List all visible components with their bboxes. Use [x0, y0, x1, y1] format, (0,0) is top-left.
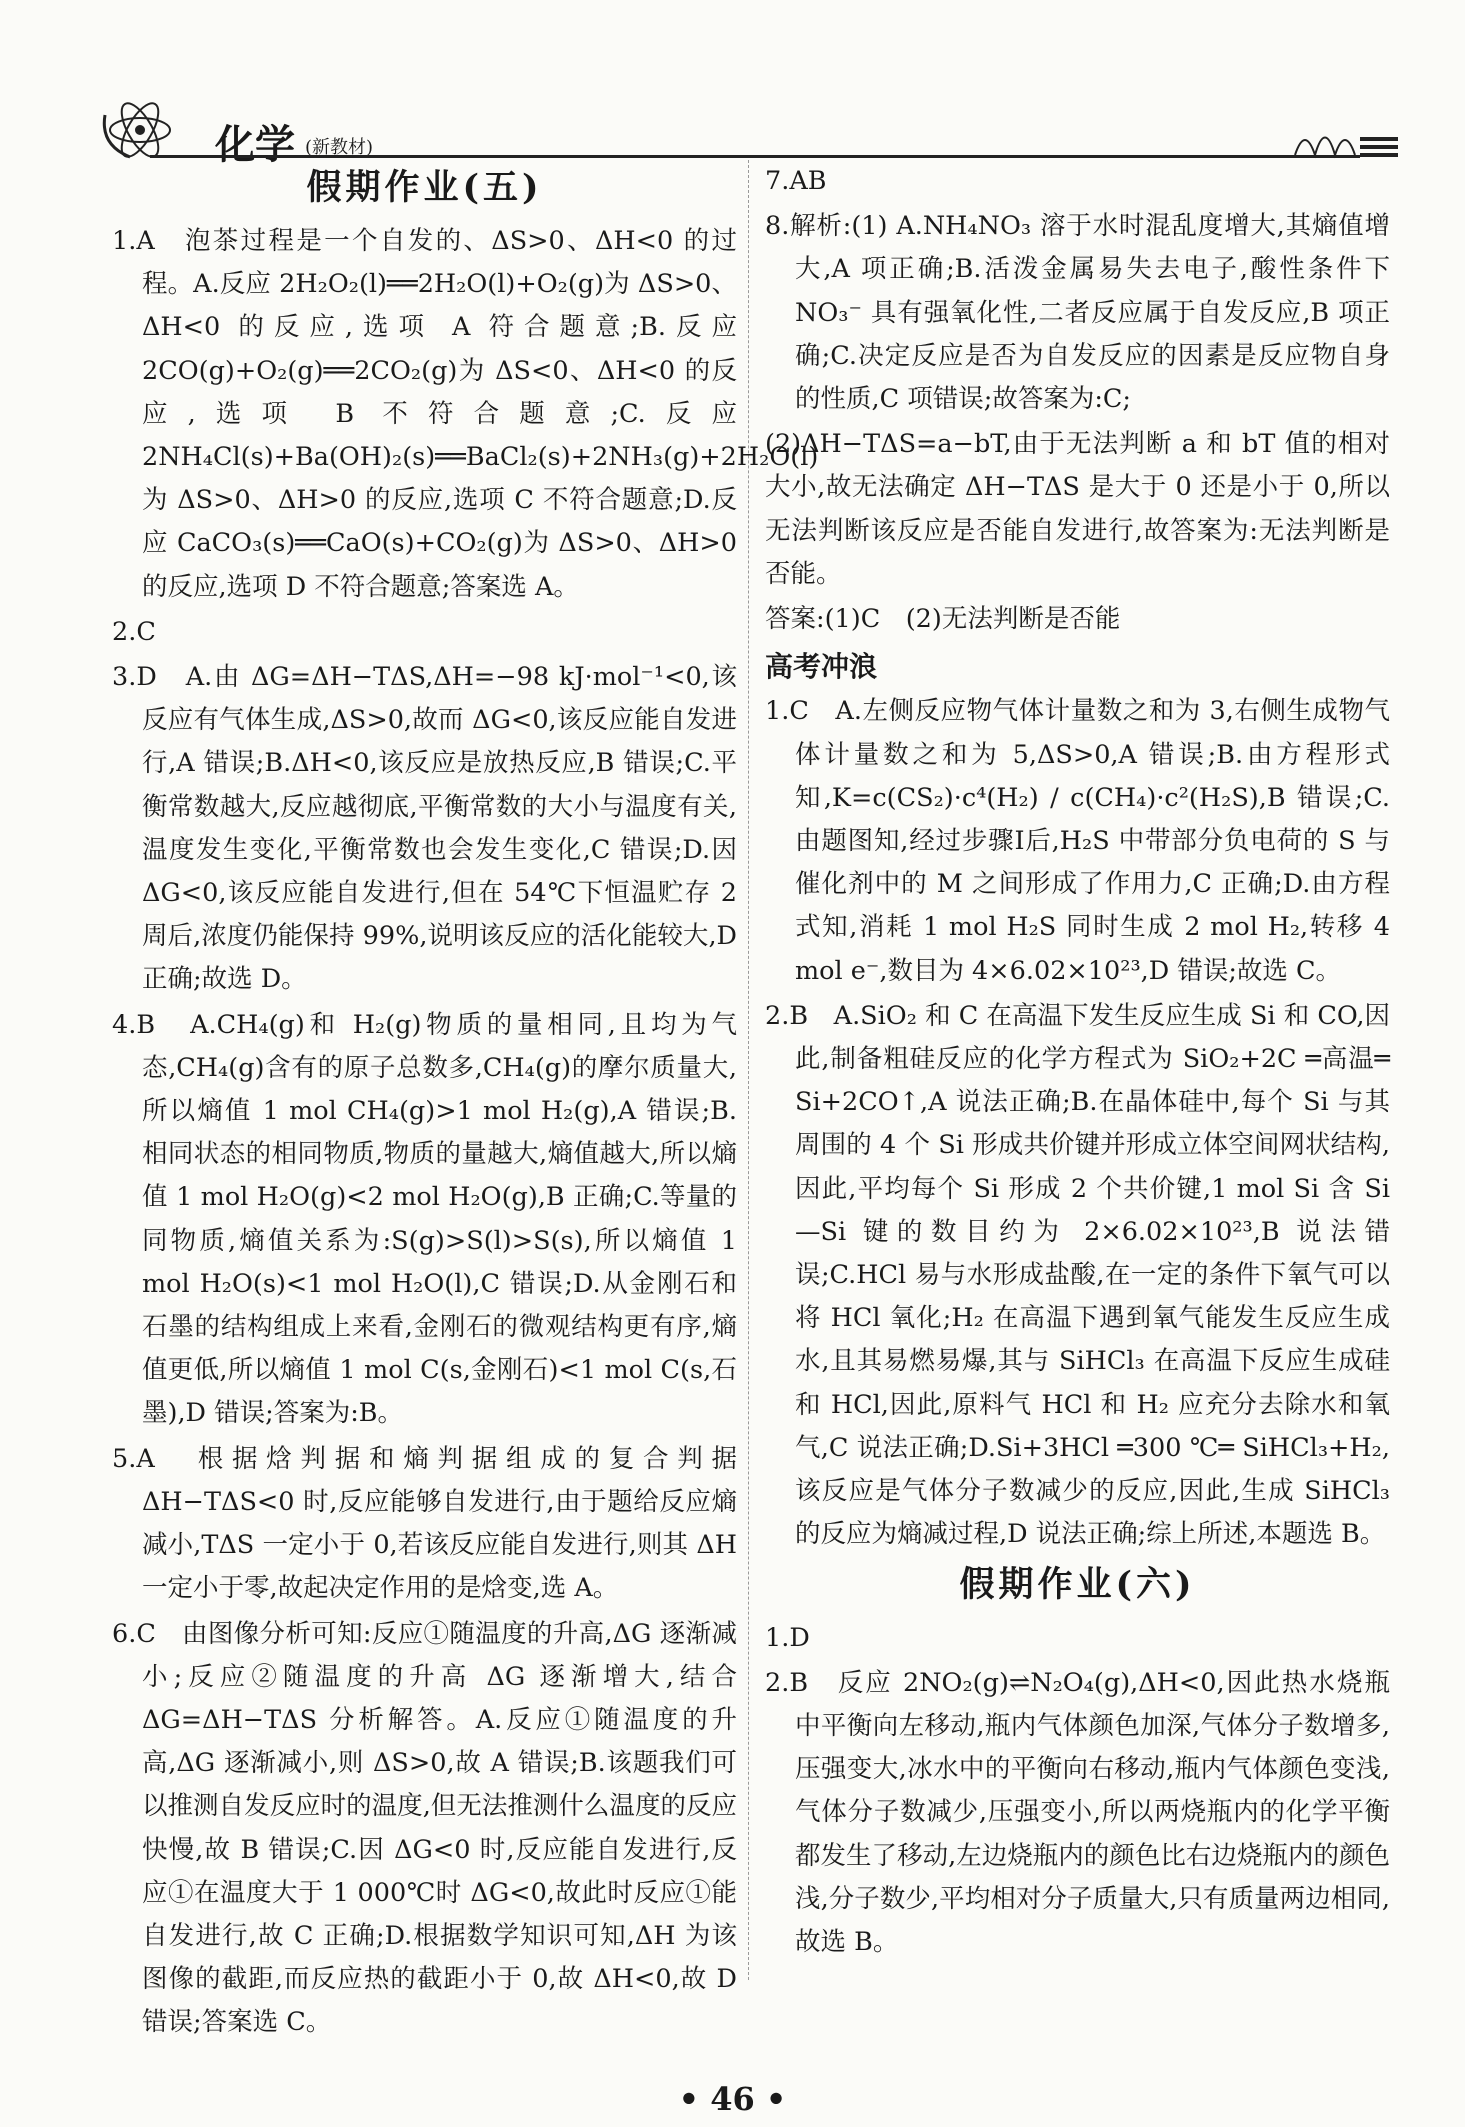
right-column [765, 160, 1390, 1966]
column-divider [748, 160, 749, 1980]
answer-item: 3.D A.由 ΔG=ΔH−TΔS,ΔH=−98 kJ·mol⁻¹<0,该反应有气体生成,ΔS>0,故而 ΔG<0,该反应能自发进行,A 错误;B.ΔH<0,该反应是放热反应,B 错误;C.平衡常数越大,反应越彻底,平衡常数的大小与温度有关,温度发生变化,平衡常数也会发生变化,C 错误;D.因 ΔG<0,该反应能自发进行,但在 54℃下恒温贮存 2 周后,浓度仍能保持 99%,说明该反应的活化能较大,D 正确;故选 D。 [112, 662, 737, 995]
answer-item: 1.D [765, 1622, 810, 1653]
answer-item: 1.C A.左侧反应物气体计量数之和为 3,右侧生成物气体计量数之和为 5,ΔS>0,A 错误;B.由方程形式知,K=c(CS₂)·c⁴(H₂) / c(CH₄)·c²(H₂S),B 错误;C.由题图知,经过步骤Ⅰ后,H₂S 中带部分负电荷的 S 与催化剂中的 M 之间形成了作用力,C 正确;D.由方程式知,消耗 1 mol H₂S 同时生成 2 mol H₂,转移 4 mol e⁻,数目为 4×6.02×10²³,D 错误;故选 C。 [765, 696, 1390, 986]
answer-item: 8.解析:(1) A.NH₄NO₃ 溶于水时混乱度增大,其熵值增大,A 项正确;B.活泼金属易失去电子,酸性条件下 NO₃⁻ 具有强氧化性,二者反应属于自发反应,B 项正确;C.决定反应是否为自发反应的因素是反应物自身的性质,C 项错误;故答案为:C; [765, 211, 1390, 415]
answer-item: 7.AB [765, 166, 827, 196]
answer-item: 2.C [112, 616, 156, 647]
answer-item: 2.B 反应 2NO₂(g)⇌N₂O₄(g),ΔH<0,因此热水烧瓶中平衡向左移动,瓶内气体颜色加深,气体分子数增多,压强变大,冰水中的平衡向右移动,瓶内气体颜色变浅,气体分子数减少,压强变小,所以两烧瓶内的化学平衡都发生了移动,左边烧瓶内的颜色比右边烧瓶内的颜色浅,分子数少,平均相对分子质量大,只有质量两边相同,故选 B。 [765, 1667, 1390, 1957]
edition-label: (新教材) [305, 137, 374, 158]
page-header [100, 95, 1400, 168]
answer-item: 2.B A.SiO₂ 和 C 在高温下发生反应生成 Si 和 CO,因此,制备粗硅反应的化学方程式为 SiO₂+2C ═高温═ Si+2CO↑,A 说法正确;B.在晶体硅中,每个 Si 与其周围的 4 个 Si 形成共价键并形成立体空间网状结构,因此,平均每个 Si 形成 2 个共价键,1 mol Si 含 Si—Si 键的数目约为 2×6.02×10²³,B 说法错误;C.HCl 易与水形成盐酸,在一定的条件下氧气可以将 HCl 氧化;H₂ 在高温下遇到氧气能发生反应生成水,且其易燃易爆,其与 SiHCl₃ 在高温下反应生成硅和 HCl,因此,原料气 HCl 和 H₂ 应充分去除水和氧气,C 说法正确;D.Si+3HCl ═300 ℃═ SiHCl₃+H₂,该反应是气体分子数减少的反应,因此,生成 SiHCl₃ 的反应为熵减过程,D 说法正确;综上所述,本题选 B。 [765, 1000, 1390, 1550]
header-rule [150, 155, 1360, 158]
final-answer: 答案:(1)C (2)无法判断是否能 [765, 604, 1121, 635]
page-number: • 46 • [678, 2080, 787, 2118]
answer-item: 1.A 泡茶过程是一个自发的、ΔS>0、ΔH<0 的过程。A.反应 2H₂O₂(l)══2H₂O(l)+O₂(g)为 ΔS>0、ΔH<0 的反应,选项 A 符合题意;B.反应 2CO(g)+O₂(g)══2CO₂(g)为 ΔS<0、ΔH<0 的反应,选项 B 不符合题意;C.反应 2NH₄Cl(s)+Ba(OH)₂(s)══BaCl₂(s)+2NH₃(g)+2H₂O(l)为 ΔS>0、ΔH>0 的反应,选项 C 不符合题意;D.反应 CaCO₃(s)══CaO(s)+CO₂(g)为 ΔS>0、ΔH>0 的反应,选项 D 不符合题意;答案选 A。 [112, 226, 819, 602]
answer-item-part2: (2)ΔH−TΔS=a−bT,由于无法判断 a 和 bT 值的相对大小,故无法确定 ΔH−TΔS 是大于 0 还是小于 0,所以无法判断该反应是否能自发进行,故答案为:无法判断是否能。 [765, 429, 1390, 589]
subject-title: 化学 [215, 121, 295, 168]
subsection-title: 高考冲浪 [765, 650, 878, 684]
answer-item: 6.C 由图像分析可知:反应①随温度的升高,ΔG 逐渐减小;反应②随温度的升高 ΔG 逐渐增大,结合 ΔG=ΔH−TΔS 分析解答。A.反应①随温度的升高,ΔG 逐渐减小,则 ΔS>0,故 A 错误;B.该题我们可以推测自发反应时的温度,但无法推测什么温度的反应快慢,故 B 错误;C.因 ΔG<0 时,反应能自发进行,反应①在温度大于 1 000℃时 ΔG<0,故此时反应①能自发进行,故 C 正确;D.根据数学知识可知,ΔH 为该图像的截距,而反应热的截距小于 0,故 ΔH<0,故 D 错误;答案选 C。 [112, 1618, 737, 2038]
section-title: 假期作业(五) [306, 167, 543, 208]
answer-item: 4.B A.CH₄(g)和 H₂(g)物质的量相同,且均为气态,CH₄(g)含有的原子总数多,CH₄(g)的摩尔质量大,所以熵值 1 mol CH₄(g)>1 mol H₂(g),A 错误;B.相同状态的相同物质,物质的量越大,熵值越大,所以熵值 1 mol H₂O(g)<2 mol H₂O(g),B 正确;C.等量的同物质,熵值关系为:S(g)>S(l)>S(s),所以熵值 1 mol H₂O(s)<1 mol H₂O(l),C 错误;D.从金刚石和石墨的结构组成上来看,金刚石的微观结构更有序,熵值更低,所以熵值 1 mol C(s,金刚石)<1 mol C(s,石墨),D 错误;答案为:B。 [112, 1009, 737, 1429]
section-title: 假期作业(六) [959, 1563, 1196, 1605]
flower-decoration-icon [1290, 115, 1400, 160]
answer-item: 5.A 根据焓判据和熵判据组成的复合判据 ΔH−TΔS<0 时,反应能够自发进行,由于题给反应熵减小,TΔS 一定小于 0,若该反应能自发进行,则其 ΔH 一定小于零,故起决定作用的是焓变,选 A。 [112, 1443, 737, 1604]
